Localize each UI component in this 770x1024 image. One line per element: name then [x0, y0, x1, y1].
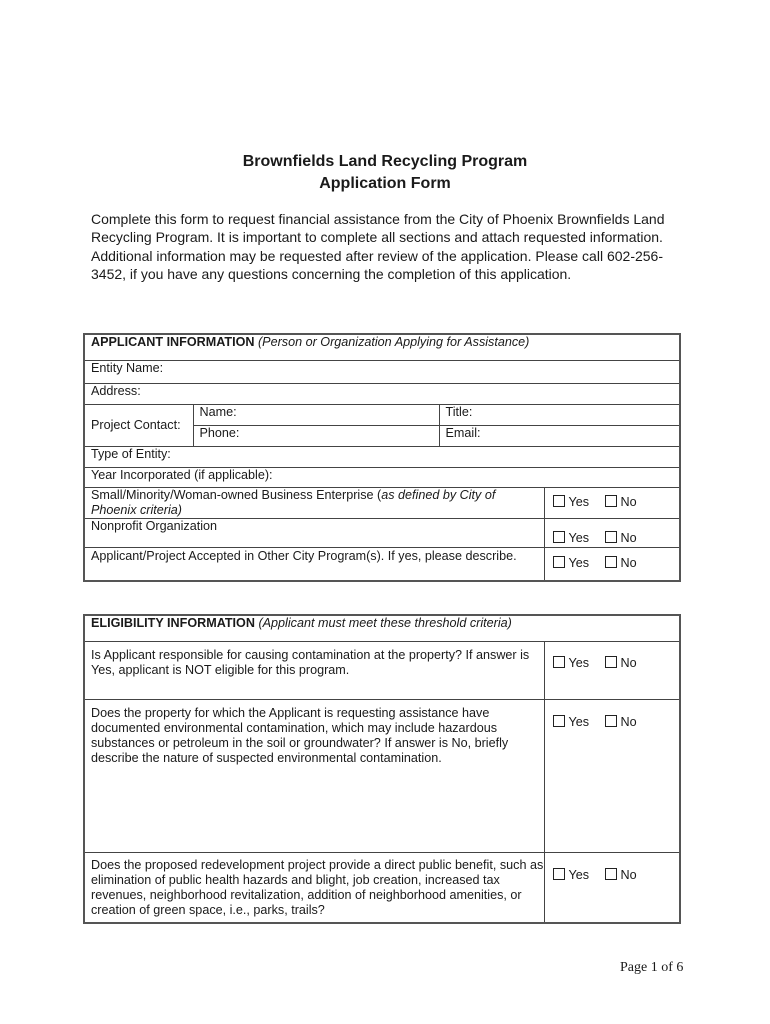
contact-email-field[interactable]: Email: [439, 425, 680, 446]
q2-no-checkbox[interactable]: No [605, 715, 637, 729]
checkbox-icon [553, 556, 565, 568]
question-3-options [544, 852, 680, 923]
q1-no-checkbox[interactable]: No [605, 656, 637, 670]
question-1-options [544, 641, 680, 699]
applicant-section-heading: APPLICANT INFORMATION (Person or Organization Applying for Assistance) [84, 334, 680, 360]
eligibility-information-table [83, 614, 681, 924]
intro-paragraph: Complete this form to request financial assistance from the City of Phoenix Brownfields Land Recycling Program. It is important to complete all sections and attach requested information. Additional information may be requested after review of the application. Please call 602-256-3452, if you have any questions concerning the completion of this application. [91, 211, 665, 282]
checkbox-icon [553, 495, 565, 507]
other-program-yes-checkbox[interactable]: Yes [553, 556, 590, 570]
smwbe-yes-checkbox[interactable]: Yes [553, 495, 590, 509]
other-program-question: Applicant/Project Accepted in Other City Program(s). If yes, please describe. [84, 547, 544, 581]
smwbe-options [544, 487, 680, 518]
checkbox-icon [605, 656, 617, 668]
other-program-options [544, 547, 680, 581]
nonprofit-options [544, 518, 680, 547]
contact-phone-field[interactable]: Phone: [193, 425, 439, 446]
form-title: Brownfields Land Recycling Program [242, 153, 528, 170]
question-2-options [544, 699, 680, 852]
checkbox-icon [553, 531, 565, 543]
q3-no-checkbox[interactable]: No [605, 868, 637, 882]
contact-title-field[interactable]: Title: [439, 404, 680, 425]
eligibility-question-3: Does the proposed redevelopment project provide a direct public benefit, such as elimination of public health hazards and blight, job creation, increased tax revenues, neighborhood revitalization, addition of neighborhood amenities, or creation of green space, i.e., parks, trails? [84, 852, 544, 923]
checkbox-icon [605, 495, 617, 507]
type-of-entity-field[interactable]: Type of Entity: [84, 446, 680, 467]
checkbox-icon [553, 715, 565, 727]
nonprofit-no-checkbox[interactable]: No [605, 531, 637, 545]
checkbox-icon [605, 531, 617, 543]
checkbox-icon [605, 556, 617, 568]
page-number: Page 1 of 6 [620, 960, 684, 975]
form-subtitle: Application Form [319, 175, 451, 192]
address-field[interactable]: Address: [84, 383, 680, 404]
contact-name-field[interactable]: Name: [193, 404, 439, 425]
checkbox-icon [553, 868, 565, 880]
other-program-no-checkbox[interactable]: No [605, 556, 637, 570]
smwbe-question: Small/Minority/Woman-owned Business Enterprise (as defined by City of Phoenix criteria) [84, 487, 544, 518]
eligibility-question-1: Is Applicant responsible for causing contamination at the property? If answer is Yes, applicant is NOT eligible for this program. [84, 641, 544, 699]
checkbox-icon [553, 656, 565, 668]
checkbox-icon [605, 868, 617, 880]
applicant-information-table [83, 333, 681, 582]
nonprofit-question: Nonprofit Organization [84, 518, 544, 547]
q2-yes-checkbox[interactable]: Yes [553, 715, 590, 729]
nonprofit-yes-checkbox[interactable]: Yes [553, 531, 590, 545]
entity-name-field[interactable]: Entity Name: [84, 360, 680, 383]
checkbox-icon [605, 715, 617, 727]
year-incorporated-field[interactable]: Year Incorporated (if applicable): [84, 467, 680, 487]
smwbe-no-checkbox[interactable]: No [605, 495, 637, 509]
project-contact-label: Project Contact: [84, 404, 193, 446]
q3-yes-checkbox[interactable]: Yes [553, 868, 590, 882]
eligibility-section-heading: ELIGIBILITY INFORMATION (Applicant must meet these threshold criteria) [84, 615, 680, 641]
q1-yes-checkbox[interactable]: Yes [553, 656, 590, 670]
eligibility-question-2: Does the property for which the Applicant is requesting assistance have documented environmental contamination, which may include hazardous substances or petroleum in the soil or groundwater? If answer is No, briefly describe the nature of suspected environmental contamination. [84, 699, 544, 852]
